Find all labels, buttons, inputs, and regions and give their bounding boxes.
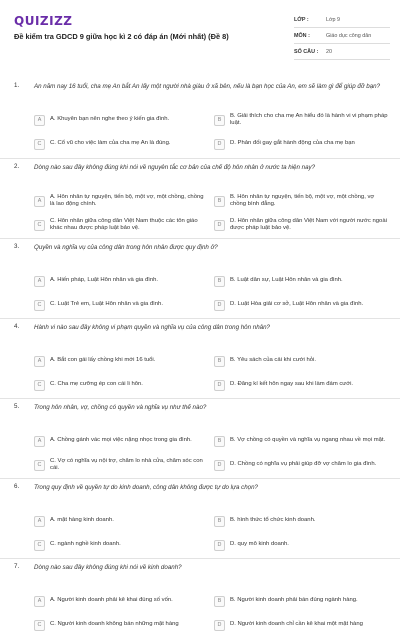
option-text: A. Người kinh doanh phải kê khai đúng số vốn.	[50, 597, 173, 604]
option-letter-box: A	[34, 115, 45, 126]
option-text: B. hình thức tổ chức kinh doanh.	[230, 517, 316, 524]
answer-option-a[interactable]	[34, 110, 208, 130]
answer-option-b[interactable]	[214, 351, 388, 371]
question-number: 3.	[14, 243, 20, 250]
option-letter-box: C	[34, 139, 45, 150]
answer-option-b[interactable]	[214, 511, 388, 531]
option-letter-box: C	[34, 540, 45, 551]
option-letter-box: B	[214, 596, 225, 607]
option-text: B. Yêu sách của cải khi cưới hỏi.	[230, 357, 316, 364]
option-text: B. Giải thích cho cha mẹ An hiểu đó là hành vi vi phạm pháp luật.	[230, 112, 388, 126]
option-text: C. Cha mẹ cưỡng ép con cái li hôn.	[50, 381, 143, 388]
question-number: 4.	[14, 323, 20, 330]
option-letter-box: C	[34, 460, 45, 471]
answer-option-c[interactable]	[34, 615, 208, 635]
question-number: 5.	[14, 403, 20, 410]
answer-option-c[interactable]	[34, 215, 208, 235]
question-text: Dòng nào sau đây không đúng khi nói về kinh doanh?	[34, 564, 182, 571]
option-letter-box: C	[34, 220, 45, 231]
answer-option-d[interactable]	[214, 535, 388, 555]
option-text: D. Phản đối gay gắt hành động của cha mẹ bạn	[230, 140, 355, 147]
question-number: 1.	[14, 82, 20, 89]
question-number: 7.	[14, 563, 20, 570]
question-6	[0, 478, 400, 558]
meta-value: Giáo dục công dân	[326, 32, 372, 39]
option-letter-box: B	[214, 516, 225, 527]
option-text: D. Người kinh doanh chỉ cần kê khai một mặt hàng	[230, 621, 363, 628]
question-4	[0, 318, 400, 398]
answer-option-c[interactable]	[34, 295, 208, 315]
option-letter-box: A	[34, 436, 45, 447]
option-text: C. Luật Trẻ em, Luật Hôn nhân và gia đình.	[50, 301, 163, 308]
question-text: An năm nay 16 tuổi, cha mẹ An bắt An lấy một người nhà giàu ở xã bên, nếu là bạn học của An, em sẽ làm gì để giúp đỡ bạn?	[34, 83, 381, 90]
question-2	[0, 158, 400, 238]
option-text: C. Vợ có nghĩa vụ nội trợ, chăm lo nhà cửa, chăm sóc con cái.	[50, 457, 203, 471]
option-letter-box: D	[214, 220, 225, 231]
option-letter-box: A	[34, 516, 45, 527]
option-letter-box: B	[214, 436, 225, 447]
answer-option-b[interactable]	[214, 271, 388, 291]
option-text: C. ngành nghề kinh doanh.	[50, 541, 121, 548]
answer-option-c[interactable]	[34, 455, 208, 475]
option-text: B. Hôn nhân tự nguyện, tiến bộ, một vợ, một chồng, vợ chồng bình đẳng.	[230, 193, 375, 207]
question-text: Trong quy định về quyền tự do kinh doanh, công dân không được tự do lựa chọn?	[34, 484, 258, 491]
answer-option-d[interactable]	[214, 215, 388, 235]
option-text: C. Hôn nhân giữa công dân Việt Nam thuộc các tôn giáo khác nhau được pháp luật bảo vệ.	[50, 217, 198, 231]
question-text: Dòng nào sau đây không đúng khi nói về nguyên tắc cơ bản của chế độ hôn nhân ở nước ta hiện nay?	[34, 164, 316, 171]
question-text: Hành vi nào sau đây không vi phạm quyền và nghĩa vụ của công dân trong hôn nhân?	[34, 324, 270, 331]
answer-option-b[interactable]	[214, 591, 388, 611]
option-text: B. Luật dân sự, Luật Hôn nhân và gia đình.	[230, 277, 343, 284]
option-letter-box: C	[34, 620, 45, 631]
option-letter-box: A	[34, 276, 45, 287]
answer-option-a[interactable]	[34, 271, 208, 291]
option-letter-box: A	[34, 356, 45, 367]
option-letter-box: B	[214, 115, 225, 126]
answer-option-a[interactable]	[34, 351, 208, 371]
option-text: D. Đăng kí kết hôn ngay sau khi làm đám cưới.	[230, 381, 354, 388]
option-letter-box: B	[214, 276, 225, 287]
option-text: D. Luật Hòa giải cơ sở, Luật Hôn nhân và gia đình.	[230, 301, 364, 308]
meta-row-class	[294, 12, 390, 28]
option-text: A. Khuyên bạn nên nghe theo ý kiến gia đình.	[50, 116, 170, 123]
answer-option-d[interactable]	[214, 615, 388, 635]
option-text: C. Người kinh doanh không bán những mặt hàng	[50, 621, 179, 628]
meta-label: LỚP :	[294, 16, 309, 23]
meta-value: Lớp 9	[326, 16, 341, 23]
question-1	[0, 78, 400, 158]
question-list	[0, 78, 400, 638]
answer-option-d[interactable]	[214, 375, 388, 395]
answer-option-b[interactable]	[214, 191, 388, 211]
meta-value: 20	[326, 48, 332, 55]
option-letter-box: C	[34, 300, 45, 311]
option-letter-box: C	[34, 380, 45, 391]
question-number: 2.	[14, 163, 20, 170]
answer-option-b[interactable]	[214, 431, 388, 451]
option-text: A. Bắt con gái lấy chồng khi mới 16 tuổi.	[50, 357, 156, 364]
option-text: A. mặt hàng kinh doanh.	[50, 517, 114, 524]
option-letter-box: D	[214, 540, 225, 551]
option-letter-box: B	[214, 356, 225, 367]
answer-option-a[interactable]	[34, 591, 208, 611]
option-letter-box: D	[214, 300, 225, 311]
question-text: Quyền và nghĩa vụ của công dân trong hôn nhân được quy định ở?	[34, 244, 218, 251]
answer-option-c[interactable]	[34, 375, 208, 395]
question-5	[0, 398, 400, 478]
question-7	[0, 558, 400, 638]
answer-option-c[interactable]	[34, 134, 208, 154]
meta-panel	[294, 12, 390, 60]
option-text: C. Cổ vũ cho việc làm của cha mẹ An là đúng.	[50, 140, 171, 147]
option-text: D. quy mô kinh doanh.	[230, 541, 289, 548]
question-number: 6.	[14, 483, 20, 490]
option-text: A. Hôn nhân tự nguyện, tiến bộ, một vợ, một chồng, chồng là lao động chính.	[50, 193, 204, 207]
option-letter-box: A	[34, 596, 45, 607]
option-letter-box: A	[34, 196, 45, 207]
option-text: D. Chồng có nghĩa vụ phải giúp đỡ vợ chăm lo gia đình.	[230, 461, 377, 468]
option-letter-box: B	[214, 196, 225, 207]
answer-option-b[interactable]	[214, 110, 388, 130]
option-letter-box: D	[214, 139, 225, 150]
answer-option-a[interactable]	[34, 431, 208, 451]
option-letter-box: D	[214, 620, 225, 631]
question-3	[0, 238, 400, 318]
option-letter-box: D	[214, 380, 225, 391]
option-text: D. Hôn nhân giữa công dân Việt Nam với người nước ngoài được pháp luật bảo vệ.	[230, 217, 387, 231]
worksheet-title: Đề kiểm tra GDCD 9 giữa học kì 2 có đáp án (Mới nhất) (Đề 8)	[14, 32, 229, 41]
answer-option-c[interactable]	[34, 535, 208, 555]
answer-option-a[interactable]	[34, 511, 208, 531]
meta-label: SỐ CÂU :	[294, 48, 319, 55]
worksheet-header	[0, 0, 400, 72]
meta-label: MÔN :	[294, 32, 310, 39]
question-text: Trong hôn nhân, vợ, chồng có quyền và nghĩa vụ như thế nào?	[34, 404, 207, 411]
option-text: A. Chồng gánh vác mọi việc nặng nhọc trong gia đình.	[50, 437, 192, 444]
answer-option-d[interactable]	[214, 295, 388, 315]
option-letter-box: D	[214, 460, 225, 471]
answer-option-d[interactable]	[214, 134, 388, 154]
option-text: B. Vợ chồng có quyền và nghĩa vụ ngang nhau về mọi mặt.	[230, 437, 386, 444]
quizizz-logo: QUIZIZZ	[14, 14, 73, 28]
meta-row-subject	[294, 28, 390, 44]
answer-option-d[interactable]	[214, 455, 388, 475]
option-text: A. Hiến pháp, Luật Hôn nhân và gia đình.	[50, 277, 159, 284]
meta-row-question-count	[294, 44, 390, 60]
option-text: B. Người kinh doanh phải bán đúng ngành hàng.	[230, 597, 358, 604]
answer-option-a[interactable]	[34, 191, 208, 211]
